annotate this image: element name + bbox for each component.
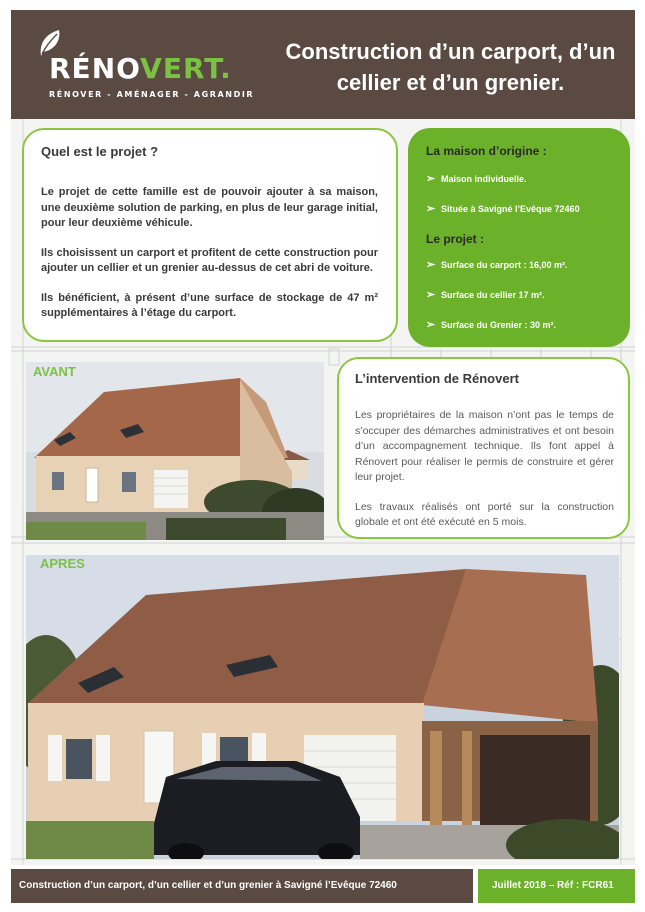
before-photo [26, 362, 324, 540]
after-photo [26, 555, 619, 859]
list-item: ➢ Surface du Grenier : 30 m². [426, 319, 557, 331]
project-paragraph: Ils bénéficient, à présent d’une surface de stockage de 47 m² supplémentaires à l’étage du carport. [41, 291, 378, 319]
header-banner [11, 10, 635, 119]
list-item: ➢ Surface du carport : 16,00 m². [426, 259, 568, 271]
list-item: ➢ Maison individuelle. [426, 173, 527, 185]
page-title [273, 36, 628, 98]
list-item: ➢ Située à Savigné l’Evêque 72460 [426, 203, 580, 215]
footer [11, 869, 635, 903]
logo-tagline: RÉNOVER - AMÉNAGER - AGRANDIR [49, 90, 255, 99]
renovert-logo [31, 28, 261, 108]
footer-reference: Juillet 2018 – Réf : FCR61 [478, 869, 635, 903]
list-item: ➢ Surface du cellier 17 m². [426, 289, 545, 301]
intervention-paragraph: Les propriétaires de la maison n’ont pas le temps de s’occuper des démarches administratives et ont besoin d’un accompagnement technique. Ils font appel à Rénovert pour réaliser le permis de construire et gérer leur projet. [355, 409, 614, 483]
title-line-1: Construction d’un carport, d’un [285, 39, 616, 64]
arrow-icon: ➢ [426, 289, 436, 301]
arrow-icon: ➢ [426, 259, 436, 271]
before-label: AVANT [33, 364, 76, 379]
intervention-heading: L’intervention de Rénovert [355, 371, 519, 386]
logo-wordmark: RÉNOVERT. [49, 52, 232, 85]
house-info-box [408, 128, 630, 347]
project-paragraph: Le projet de cette famille est de pouvoir ajouter à sa maison, une deuxième solution de parking, en plus de leur garage initial, pour leur deuxième véhicule. [41, 186, 378, 229]
arrow-icon: ➢ [426, 173, 436, 185]
intervention-box [337, 357, 630, 539]
project-paragraph: Ils choisissent un carport et profitent de cette construction pour ajouter un cellier et un grenier au-dessus de cet abri de voiture. [41, 246, 378, 274]
origin-heading: La maison d’origine : [426, 144, 547, 158]
project-heading: Quel est le projet ? [41, 144, 159, 159]
after-label: APRES [40, 556, 85, 571]
arrow-icon: ➢ [426, 203, 436, 215]
footer-description: Construction d’un carport, d’un cellier et d’un grenier à Savigné l’Evêque 72460 [11, 869, 473, 903]
project-box [22, 128, 398, 342]
project-summary-heading: Le projet : [426, 232, 485, 246]
title-line-2: cellier et d’un grenier. [336, 70, 565, 95]
arrow-icon: ➢ [426, 319, 436, 331]
intervention-paragraph: Les travaux réalisés ont porté sur la construction globale et ont été exécuté en 5 mois. [355, 500, 614, 528]
